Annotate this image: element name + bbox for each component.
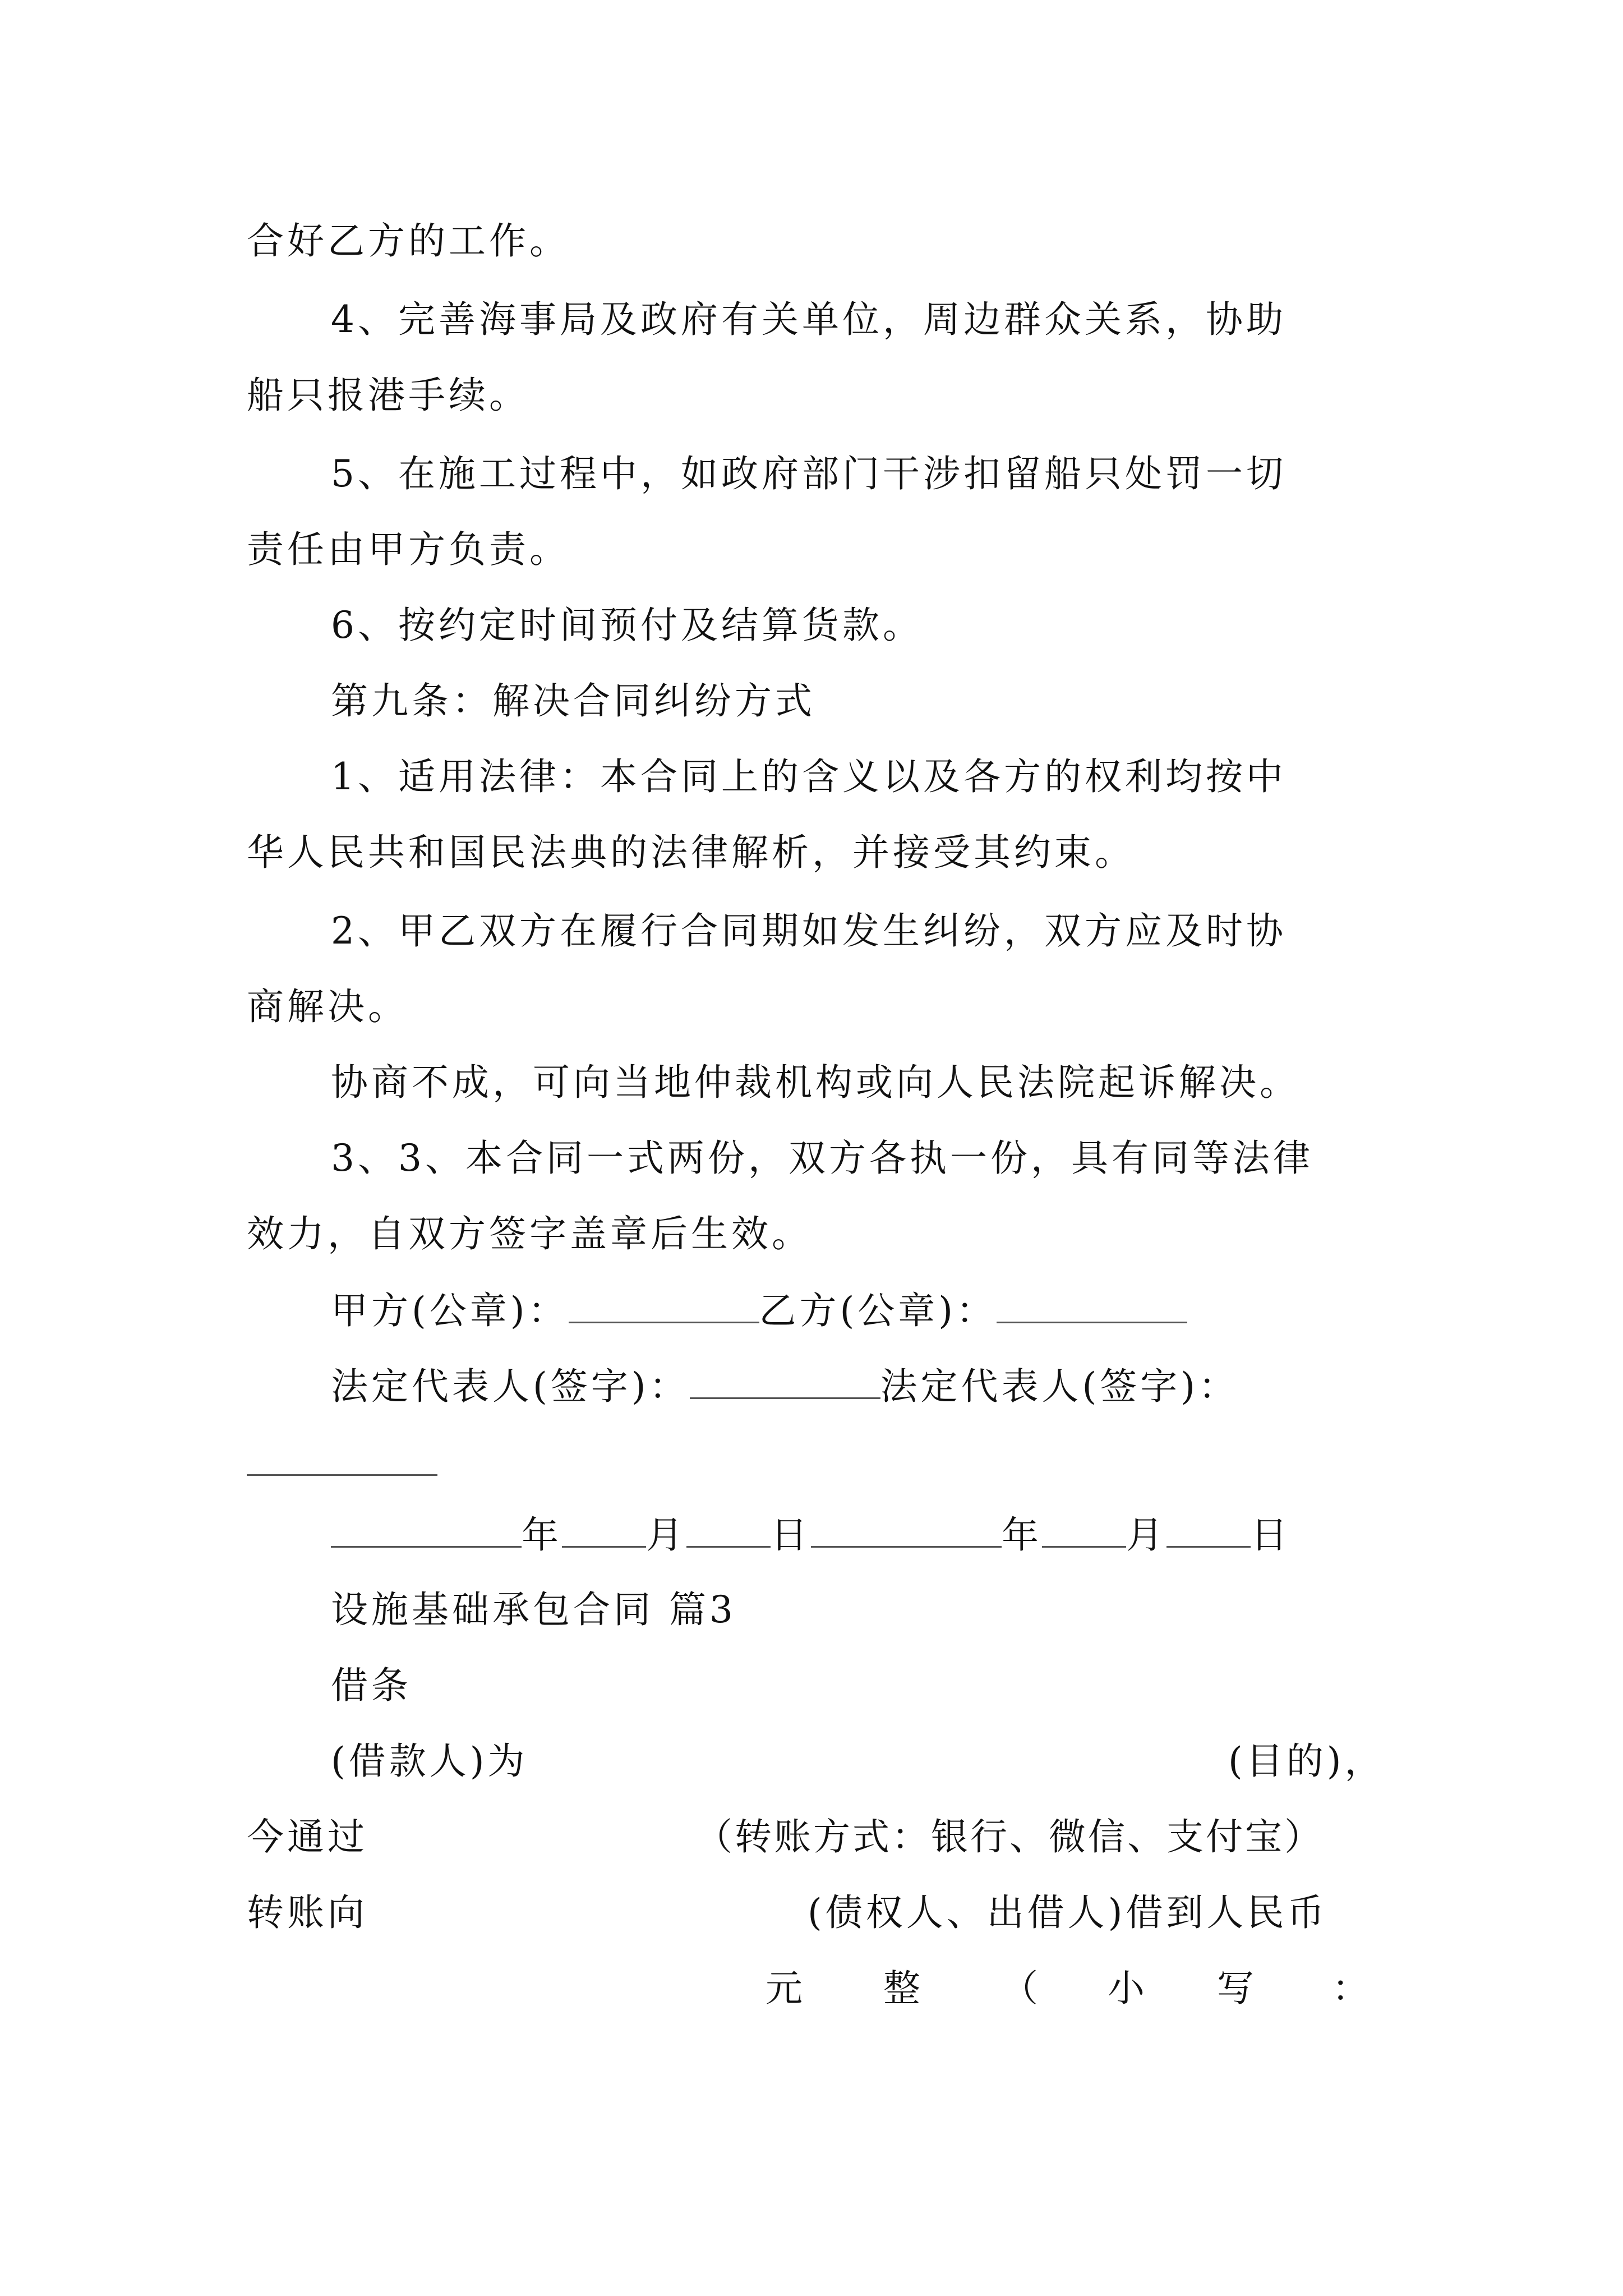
amount-zheng: 整 bbox=[883, 1967, 920, 2010]
party-b-seal-label: 乙方(公章)： bbox=[759, 1289, 997, 1332]
year-label: 年 bbox=[522, 1513, 562, 1557]
iou-borrower: (借款人)为 bbox=[331, 1740, 528, 1783]
paragraph-line: 协商不成，可向当地仲裁机构或向人民法院起诉解决。 bbox=[331, 1061, 1300, 1104]
rep-b-label: 法定代表人(签字)： bbox=[880, 1365, 1239, 1408]
paragraph-line: 华人民共和国民法典的法律解析，并接受其约束。 bbox=[247, 831, 1135, 874]
month-b-blank[interactable] bbox=[1042, 1509, 1126, 1548]
party-a-seal-label: 甲方(公章)： bbox=[331, 1289, 569, 1332]
paragraph-line: 1、适用法律：本合同上的含义以及各方的权利均按中 bbox=[331, 755, 1287, 798]
rep-a-blank[interactable] bbox=[690, 1360, 880, 1399]
iou-transfer-to: 转账向 bbox=[247, 1891, 368, 1934]
year-label: 年 bbox=[1002, 1513, 1042, 1557]
iou-methods: （转账方式：银行、微信、支付宝） bbox=[695, 1815, 1324, 1858]
clause-heading: 第九条：解决合同纠纷方式 bbox=[331, 679, 815, 723]
amount-paren: （ bbox=[1001, 1967, 1038, 2010]
paragraph-line: 6、按约定时间预付及结算货款。 bbox=[331, 604, 923, 647]
month-label: 月 bbox=[646, 1513, 686, 1557]
iou-now-via: 今通过 bbox=[247, 1815, 368, 1858]
month-a-blank[interactable] bbox=[562, 1509, 646, 1548]
month-label: 月 bbox=[1126, 1513, 1166, 1557]
paragraph-line: 合好乙方的工作。 bbox=[247, 219, 570, 263]
iou-creditor: (债权人、出借人)借到人民币 bbox=[808, 1891, 1328, 1934]
rep-b-blank[interactable] bbox=[247, 1474, 437, 1476]
day-a-blank[interactable] bbox=[686, 1509, 771, 1548]
amount-xie: 写 bbox=[1217, 1967, 1254, 2010]
amount-colon: ： bbox=[1332, 1967, 1369, 2010]
iou-purpose: (目的)， bbox=[1228, 1740, 1385, 1783]
amount-xiao: 小 bbox=[1108, 1967, 1145, 2010]
representative-line bbox=[331, 1360, 1239, 1412]
party-b-seal-blank[interactable] bbox=[997, 1285, 1187, 1323]
section-heading: 设施基础承包合同 篇3 bbox=[331, 1588, 736, 1631]
seal-line bbox=[331, 1285, 1187, 1336]
day-label: 日 bbox=[1251, 1513, 1291, 1557]
iou-title: 借条 bbox=[331, 1664, 412, 1707]
paragraph-line: 5、在施工过程中，如政府部门干涉扣留船只处罚一切 bbox=[331, 452, 1287, 495]
paragraph-line: 4、完善海事局及政府有关单位，周边群众关系，协助 bbox=[331, 298, 1287, 341]
paragraph-line: 3、3、本合同一式两份，双方各执一份，具有同等法律 bbox=[331, 1137, 1313, 1180]
year-b-blank[interactable] bbox=[811, 1509, 1002, 1548]
day-label: 日 bbox=[771, 1513, 811, 1557]
party-a-seal-blank[interactable] bbox=[569, 1285, 759, 1323]
paragraph-line: 效力，自双方签字盖章后生效。 bbox=[247, 1212, 812, 1255]
amount-yuan: 元 bbox=[766, 1967, 803, 2010]
paragraph-line: 船只报港手续。 bbox=[247, 374, 529, 417]
paragraph-line: 商解决。 bbox=[247, 985, 408, 1028]
paragraph-line: 责任由甲方负责。 bbox=[247, 528, 570, 571]
year-a-blank[interactable] bbox=[331, 1509, 522, 1548]
rep-a-label: 法定代表人(签字)： bbox=[331, 1365, 690, 1408]
date-line bbox=[331, 1509, 1291, 1561]
paragraph-line: 2、甲乙双方在履行合同期如发生纠纷，双方应及时协 bbox=[331, 909, 1287, 953]
day-b-blank[interactable] bbox=[1166, 1509, 1251, 1548]
